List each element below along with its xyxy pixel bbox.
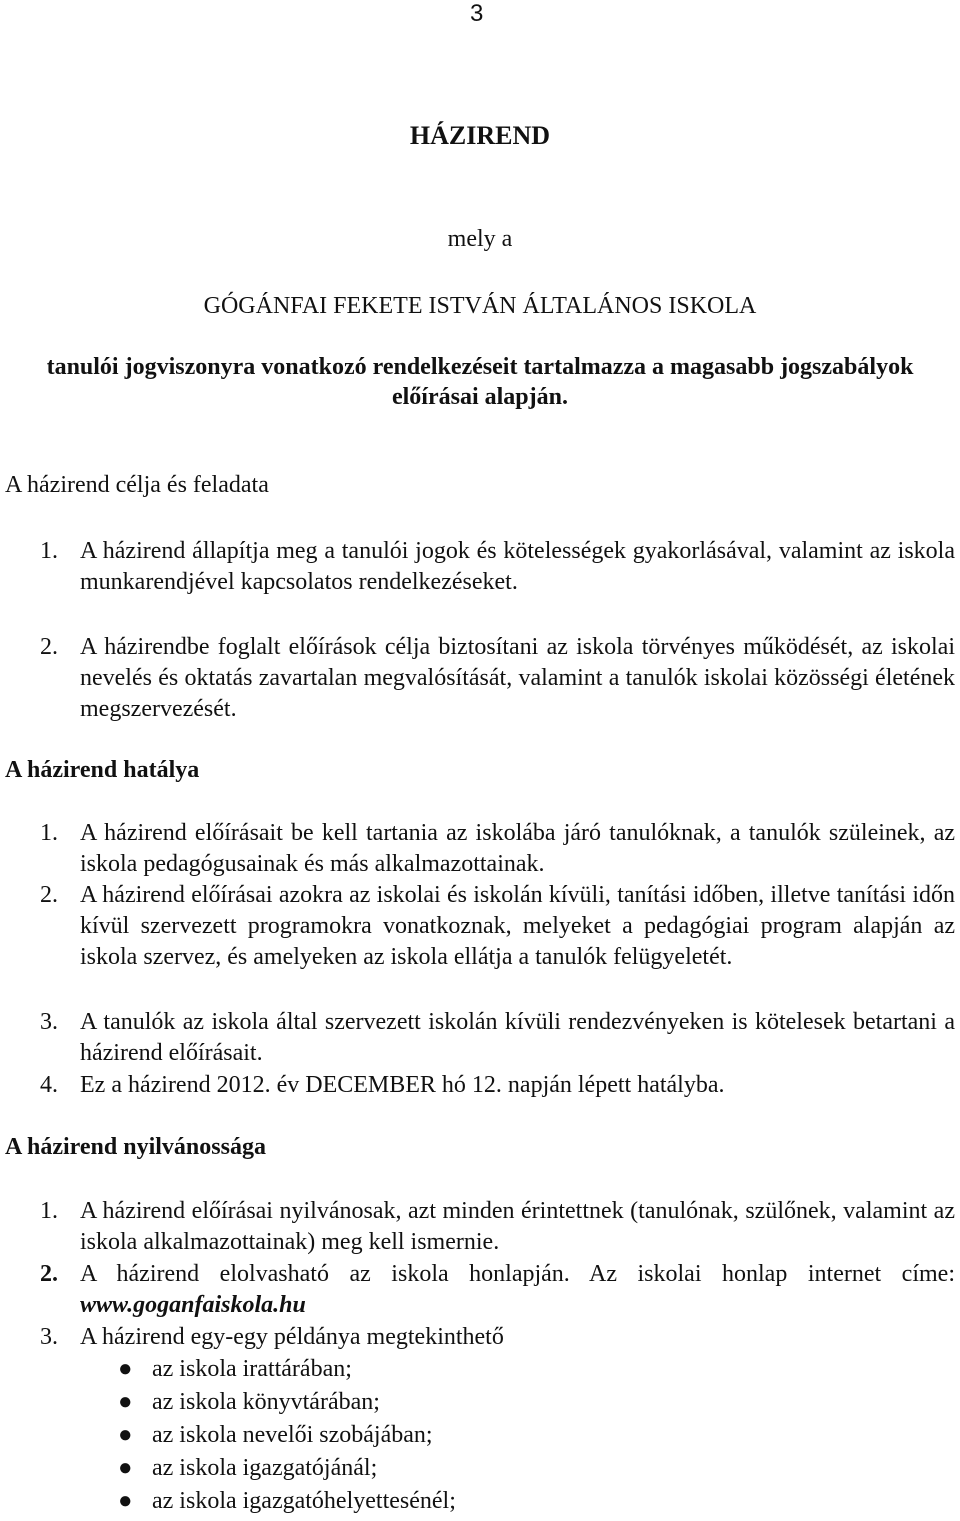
item-text: Ez a házirend 2012. év DECEMBER hó 12. napján lépett hatályba. — [80, 1072, 725, 1098]
item-text: A házirend állapítja meg a tanulói jogok és kötelességek gyakorlásával, valamint az iskola munkarendjével kapcsolatos rendelkezéseket. — [80, 538, 955, 595]
bullet-text: az iskola könyvtárában; — [152, 1389, 380, 1415]
item-number: 2. — [40, 882, 58, 908]
item-text: A házirend előírásai nyilvánosak, azt minden érintettnek (tanulónak, szülőnek, valamint az iskola alkalmazottainak) meg kell ismernie. — [80, 1198, 955, 1255]
item-number: 4. — [40, 1072, 58, 1098]
item-number: 2. — [40, 634, 58, 660]
school-name: GÓGÁNFAI FEKETE ISTVÁN ÁLTALÁNOS ISKOLA — [203, 293, 757, 319]
item-text: A tanulók az iskola által szervezett iskolán kívüli rendezvényeken is kötelesek betartani a házirend előírásait. — [80, 1009, 955, 1066]
section-heading-scope: A házirend hatálya — [5, 757, 200, 783]
list-item — [40, 880, 955, 973]
list-item — [40, 1070, 955, 1101]
bullet-text: az iskola nevelői szobájában; — [152, 1422, 433, 1448]
item-number: 2. — [40, 1261, 58, 1287]
list-item — [40, 632, 955, 725]
intro-text: tanulói jogviszonyra vonatkozó rendelkezéseit tartalmazza a magasabb jogszabályok előírásai alapján. — [46, 354, 914, 410]
section-heading-publicity: A házirend nyilvánossága — [5, 1134, 266, 1160]
bullet-text: az iskola irattárában; — [152, 1356, 352, 1382]
item-number: 3. — [40, 1009, 58, 1035]
item-text: A házirendbe foglalt előírások célja biztosítani az iskola törvényes működését, az iskolai nevelés és oktatás zavartalan megvalósítását, valamint a tanulók iskolai közösségi életének megszervezését. — [80, 634, 955, 722]
list-item — [40, 1007, 955, 1069]
list-item — [40, 1322, 955, 1353]
item-text — [80, 1259, 955, 1321]
list-item — [40, 536, 955, 598]
bullet-text: az iskola igazgatóhelyettesénél; — [152, 1488, 456, 1514]
list-item — [40, 1196, 955, 1258]
section-heading-purpose: A házirend célja és feladata — [5, 472, 269, 498]
bullet-icon: ● — [118, 1488, 133, 1514]
page-number: 3 — [470, 0, 484, 27]
list-item — [40, 1259, 955, 1321]
document-title: HÁZIREND — [409, 121, 551, 150]
item-text: A házirend előírásait be kell tartania az iskolába járó tanulóknak, a tanulók szüleinek, az iskola pedagógusainak és más alkalmazottainak. — [80, 820, 955, 877]
bullet-icon: ● — [118, 1389, 133, 1415]
bullet-icon: ● — [118, 1455, 133, 1481]
document-subtitle: mely a — [447, 226, 513, 252]
bullet-icon: ● — [118, 1356, 133, 1382]
item-text-body: A házirend elolvasható az iskola honlapján. Az iskolai honlap internet címe: — [80, 1261, 955, 1287]
bullet-icon: ● — [118, 1422, 133, 1448]
item-number: 1. — [40, 1198, 58, 1224]
item-text: A házirend egy-egy példánya megtekinthető — [80, 1324, 504, 1350]
item-number: 1. — [40, 538, 58, 564]
item-number: 1. — [40, 820, 58, 846]
item-number: 3. — [40, 1324, 58, 1350]
item-text: A házirend előírásai azokra az iskolai és iskolán kívüli, tanítási időben, illetve tanítási időn kívül szervezett programokra vonatkoznak, melyeket a pedagógiai program alapján az iskola szervez, és amelyeken az iskola ellátja a tanulók felügyeletét. — [80, 882, 955, 970]
bullet-text: az iskola igazgatójánál; — [152, 1455, 378, 1481]
list-item — [40, 818, 955, 880]
website-link[interactable]: www.goganfaiskola.hu — [80, 1292, 306, 1318]
